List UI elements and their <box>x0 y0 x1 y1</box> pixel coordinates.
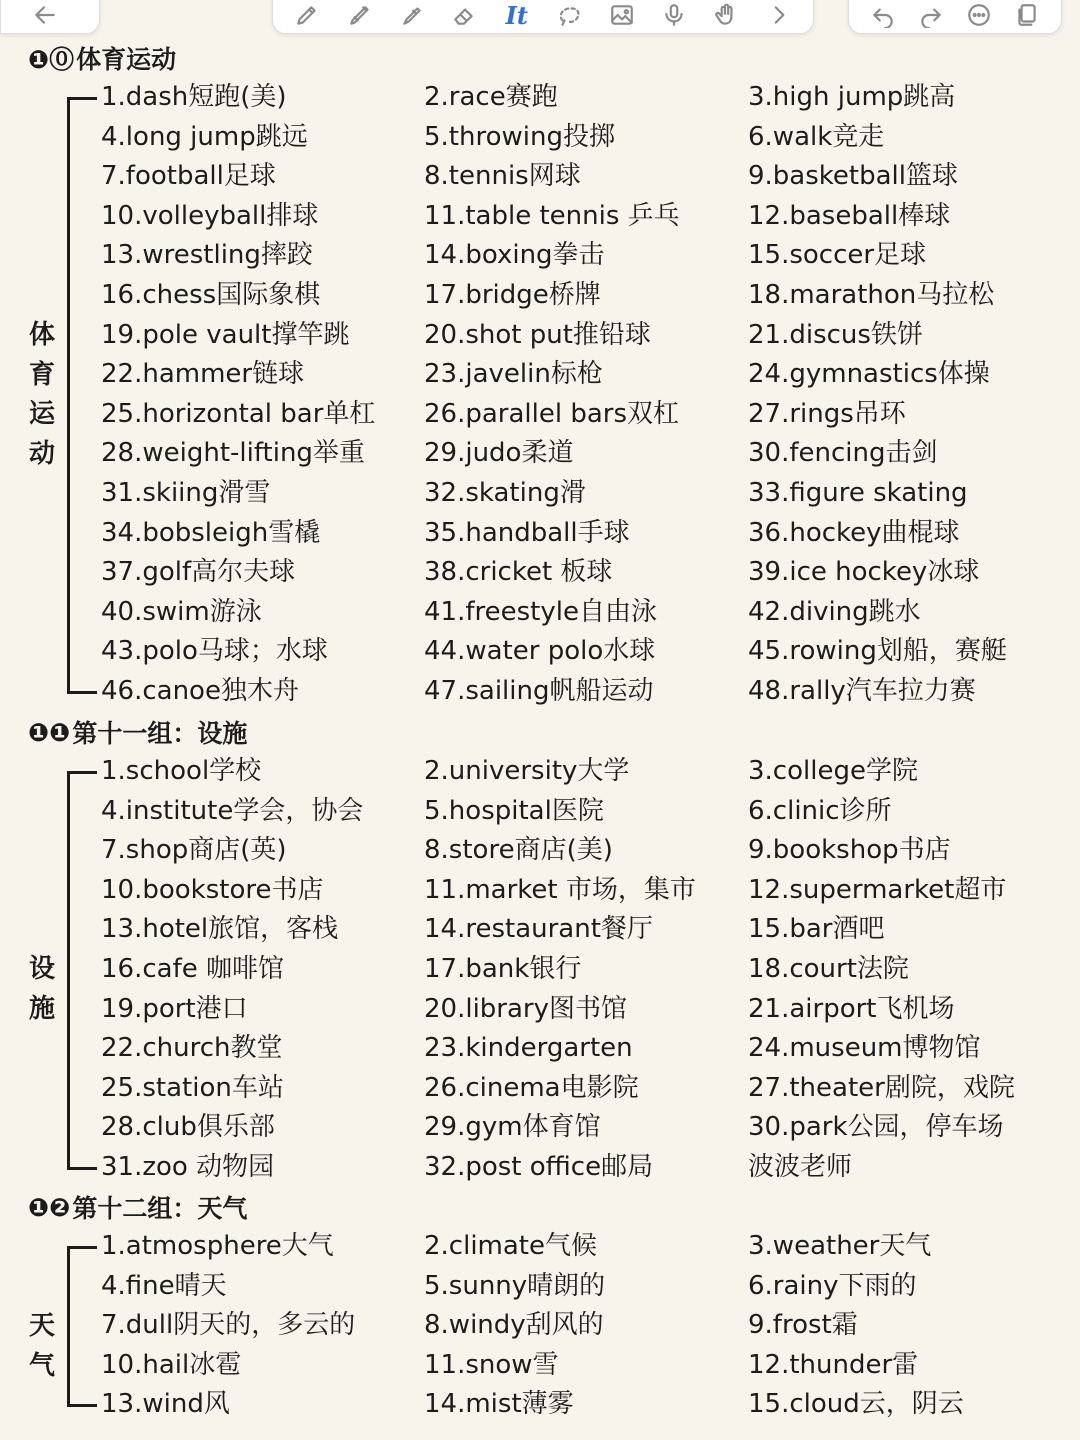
vocab-entry: 32.post office邮局 <box>424 1152 654 1182</box>
vocab-entry: 42.diving跳水 <box>748 596 921 627</box>
vocab-entry: 3.high jump跳高 <box>748 82 956 112</box>
vocab-row <box>0 672 1080 712</box>
vocab-entry: 23.javelin标枪 <box>424 359 603 390</box>
vocab-entry: 6.clinic诊所 <box>748 795 892 826</box>
section-number: ❶❷ <box>28 1192 71 1222</box>
vocab-entry: 8.tennis网球 <box>424 161 581 192</box>
vocab-row <box>0 792 1080 832</box>
vocab-entry: 8.windy刮风的 <box>424 1310 604 1341</box>
redo-icon[interactable] <box>911 0 951 32</box>
vocab-entry: 20.library图书馆 <box>424 993 627 1024</box>
vocab-row <box>0 514 1080 554</box>
toolbar-left <box>0 0 100 34</box>
vocab-entry: 10.volleyball排球 <box>101 200 319 231</box>
vocab-row <box>0 1306 1080 1346</box>
vocab-row <box>0 871 1080 911</box>
vocab-entry: 46.canoe独木舟 <box>101 676 299 706</box>
vocab-entry: 25.horizontal bar单杠 <box>101 398 376 429</box>
vocab-entry: 40.swim游泳 <box>101 596 262 627</box>
section-heading <box>28 40 176 76</box>
vocab-row <box>0 1108 1080 1148</box>
vocab-entry: 33.figure skating <box>748 478 968 508</box>
side-category-label: 体 育 运 动 <box>28 320 55 469</box>
vocab-row <box>0 118 1080 158</box>
vocab-entry: 29.gym体育馆 <box>424 1112 601 1143</box>
vocab-entry: 14.restaurant餐厅 <box>424 914 653 945</box>
vocab-row <box>0 395 1080 435</box>
vocab-entry: 36.hockey曲棍球 <box>748 517 960 548</box>
vocab-row <box>0 831 1080 871</box>
vocab-entry: 27.rings吊环 <box>748 398 906 429</box>
vocab-entry: 7.dull阴天的，多云的 <box>101 1310 356 1341</box>
vocab-entry: 14.mist薄雾 <box>424 1389 574 1420</box>
vocab-entry: 波波老师 <box>748 1152 853 1182</box>
vocab-row <box>0 434 1080 474</box>
vocab-row <box>0 157 1080 197</box>
vocab-entry: 32.skating滑 <box>424 478 586 508</box>
vocab-entry: 43.polo马球；水球 <box>101 636 328 667</box>
vocab-entry: 10.bookstore书店 <box>101 874 324 905</box>
pencil-icon[interactable] <box>340 0 380 32</box>
vocab-entry: 31.zoo 动物园 <box>101 1152 275 1182</box>
vocab-entry: 16.chess国际象棋 <box>101 280 321 310</box>
vocab-entry: 7.football足球 <box>101 161 276 192</box>
vocab-entry: 26.cinema电影院 <box>424 1072 639 1103</box>
vocab-entry: 6.walk竞走 <box>748 121 885 152</box>
vocab-entry: 6.rainy下雨的 <box>748 1270 917 1301</box>
section-number: ❶⓪ <box>28 45 75 74</box>
vocab-entry: 22.hammer链球 <box>101 359 305 390</box>
vocab-entry: 47.sailing帆船运动 <box>424 676 654 706</box>
vocab-row <box>0 474 1080 514</box>
vocab-entry: 14.boxing拳击 <box>424 240 605 271</box>
vocab-row <box>0 1267 1080 1307</box>
vocab-entry: 12.supermarket超市 <box>748 874 1007 905</box>
vocab-entry: 48.rally汽车拉力赛 <box>748 676 976 706</box>
vocab-entry: 22.church教堂 <box>101 1033 283 1064</box>
vocab-entry: 11.snow雪 <box>424 1349 559 1380</box>
vocab-row <box>0 236 1080 276</box>
vocab-entry: 35.handball手球 <box>424 517 630 548</box>
vocab-entry: 1.atmosphere大气 <box>101 1231 334 1261</box>
section-title: 体育运动 <box>76 45 177 74</box>
vocab-entry: 16.cafe 咖啡馆 <box>101 954 284 984</box>
vocab-entry: 44.water polo水球 <box>424 636 656 667</box>
vocab-entry: 12.thunder雷 <box>748 1349 919 1380</box>
image-icon[interactable] <box>602 0 642 32</box>
vocab-entry: 34.bobsleigh雪橇 <box>101 517 321 548</box>
vocab-entry: 13.hotel旅馆，客栈 <box>101 914 339 945</box>
vocab-row <box>0 950 1080 990</box>
vocab-entry: 2.climate气候 <box>424 1231 597 1261</box>
section-title: 第十二组：天气 <box>72 1194 248 1223</box>
vocab-entry: 28.club俱乐部 <box>101 1112 275 1143</box>
vocab-row <box>0 1385 1080 1425</box>
vocab-entry: 4.institute学会，协会 <box>101 795 364 826</box>
vocab-row <box>0 1069 1080 1109</box>
vocab-entry: 10.hail冰雹 <box>101 1349 242 1380</box>
vocab-entry: 21.airport飞机场 <box>748 993 955 1024</box>
vocab-entry: 17.bank银行 <box>424 954 582 984</box>
section-title: 第十一组：设施 <box>72 719 248 748</box>
vocab-row <box>0 1029 1080 1069</box>
vocab-entry: 18.court法院 <box>748 954 909 984</box>
vocab-entry: 18.marathon马拉松 <box>748 280 995 310</box>
vocab-entry: 37.golf高尔夫球 <box>101 557 296 588</box>
vocab-entry: 17.bridge桥牌 <box>424 280 601 310</box>
vocab-row <box>0 593 1080 633</box>
highlighter-icon[interactable] <box>392 0 432 32</box>
vocab-entry: 27.theater剧院，戏院 <box>748 1072 1015 1103</box>
vocab-entry: 23.kindergarten <box>424 1033 633 1064</box>
vocab-entry: 1.school学校 <box>101 756 262 786</box>
vocab-entry: 13.wrestling摔跤 <box>101 240 313 271</box>
vocab-row <box>0 1148 1080 1188</box>
vocab-row <box>0 1227 1080 1267</box>
vocab-entry: 24.museum博物馆 <box>748 1033 981 1064</box>
vocab-entry: 26.parallel bars双杠 <box>424 398 680 429</box>
vocab-row <box>0 316 1080 356</box>
vocab-entry: 12.baseball棒球 <box>748 200 951 231</box>
vocab-entry: 15.bar酒吧 <box>748 914 885 945</box>
vocab-entry: 15.soccer足球 <box>748 240 927 271</box>
more-icon[interactable] <box>959 0 999 32</box>
vocab-entry: 4.fine晴天 <box>101 1270 227 1301</box>
vocab-entry: 28.weight-lifting举重 <box>101 438 365 469</box>
vocab-entry: 5.sunny晴朗的 <box>424 1270 606 1301</box>
vocab-row <box>0 752 1080 792</box>
lasso-icon[interactable] <box>549 0 589 32</box>
vocab-entry: 9.basketball篮球 <box>748 161 958 192</box>
vocab-entry: 25.station车站 <box>101 1072 284 1103</box>
vocab-entry: 31.skiing滑雪 <box>101 478 271 508</box>
pen-icon[interactable] <box>287 0 327 32</box>
vocab-entry: 30.fencing击剑 <box>748 438 938 469</box>
vocab-entry: 1.dash短跑(美) <box>101 82 287 112</box>
side-category-label: 设 施 <box>28 954 55 1024</box>
vocab-row <box>0 197 1080 237</box>
vocab-entry: 41.freestyle自由泳 <box>424 596 657 627</box>
vocab-entry: 11.market 市场，集市 <box>424 874 696 905</box>
vocab-entry: 4.long jump跳远 <box>101 121 308 152</box>
vocab-row <box>0 1346 1080 1386</box>
pages-icon[interactable] <box>1007 0 1047 32</box>
side-category-label: 天 气 <box>28 1311 55 1381</box>
vocab-row <box>0 276 1080 316</box>
vocab-entry: 20.shot put推铅球 <box>424 319 651 350</box>
vocab-row <box>0 553 1080 593</box>
vocab-entry: 21.discus铁饼 <box>748 319 923 350</box>
vocab-row <box>0 990 1080 1030</box>
vocab-entry: 45.rowing划船，赛艇 <box>748 636 1007 667</box>
section-heading <box>28 1189 247 1225</box>
chevron-right-icon[interactable] <box>759 0 799 32</box>
microphone-icon[interactable] <box>654 0 694 32</box>
section-heading <box>28 714 247 750</box>
vocab-entry: 2.university大学 <box>424 756 630 786</box>
vocab-entry: 15.cloud云，阴云 <box>748 1389 964 1420</box>
vocab-entry: 19.pole vault撑竿跳 <box>101 319 350 350</box>
section-number: ❶❶ <box>28 717 71 747</box>
vocab-entry: 29.judo柔道 <box>424 438 574 469</box>
vocab-entry: 9.frost霜 <box>748 1310 858 1341</box>
vocab-entry: 2.race赛跑 <box>424 82 558 112</box>
vocab-entry: 24.gymnastics体操 <box>748 359 990 390</box>
eraser-icon[interactable] <box>444 0 484 32</box>
vocab-entry: 39.ice hockey冰球 <box>748 557 980 588</box>
vocab-entry: 38.cricket 板球 <box>424 557 613 588</box>
toolbar-tools <box>272 0 814 34</box>
vocab-entry: 8.store商店(美) <box>424 835 613 866</box>
undo-icon[interactable] <box>863 0 903 32</box>
hand-icon[interactable] <box>706 0 746 32</box>
vocab-row <box>0 78 1080 118</box>
vocab-entry: 9.bookshop书店 <box>748 835 951 866</box>
text-tool-icon[interactable]: It <box>505 0 528 30</box>
vocab-row <box>0 632 1080 672</box>
vocab-entry: 3.weather天气 <box>748 1231 932 1261</box>
vocab-entry: 5.throwing投掷 <box>424 121 615 152</box>
toolbar-actions <box>848 0 1062 34</box>
vocab-entry: 5.hospital医院 <box>424 795 604 826</box>
vocab-entry: 7.shop商店(英) <box>101 835 287 866</box>
vocab-entry: 3.college学院 <box>748 756 918 786</box>
vocab-entry: 19.port港口 <box>101 993 248 1024</box>
vocab-row <box>0 355 1080 395</box>
vocab-entry: 13.wind风 <box>101 1389 230 1420</box>
back-arrow-icon[interactable] <box>25 0 65 32</box>
vocab-entry: 11.table tennis 乒乓 <box>424 200 680 231</box>
vocab-entry: 30.park公园，停车场 <box>748 1112 1004 1143</box>
vocab-row <box>0 910 1080 950</box>
